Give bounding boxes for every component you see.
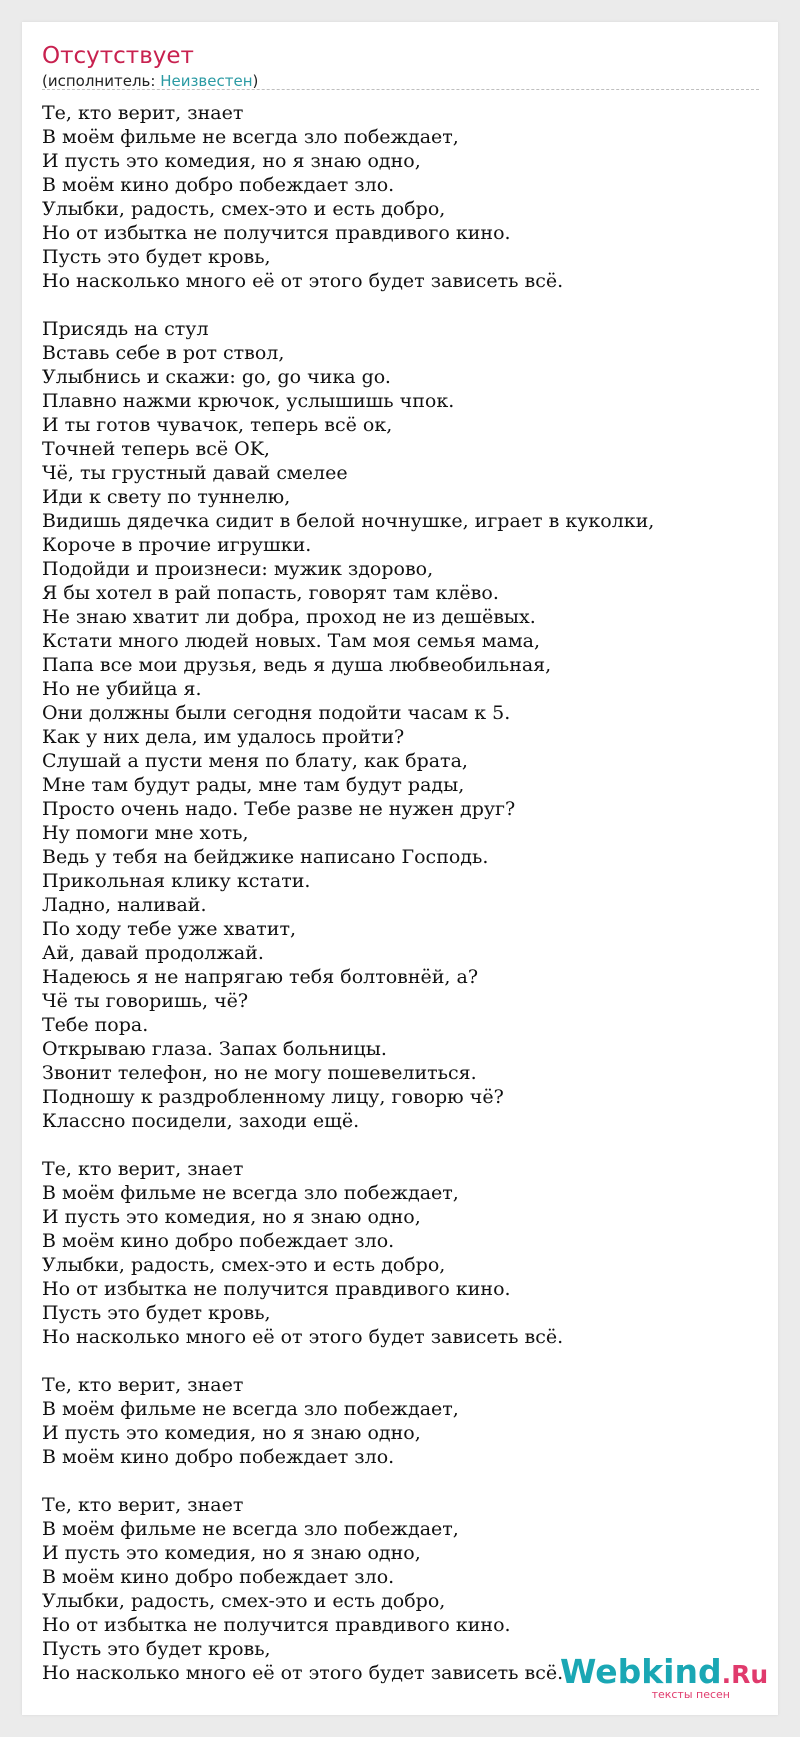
lyrics-line: Те, кто верит, знает bbox=[42, 1158, 244, 1180]
lyrics-stanza bbox=[42, 1373, 762, 1469]
lyrics-line: Но от избытка не получится правдивого кино. bbox=[42, 222, 511, 244]
lyrics-line: Улыбки, радость, смех-это и есть добро, bbox=[42, 1254, 446, 1276]
lyrics-stanza bbox=[42, 1157, 762, 1349]
lyrics-line: В моём кино добро побеждает зло. bbox=[42, 174, 395, 196]
lyrics-stanza bbox=[42, 317, 762, 1133]
lyrics-line: Но насколько много её от этого будет зависеть всё. bbox=[42, 1662, 564, 1684]
lyrics-line: Папа все мои друзья, ведь я душа любвеобильная, bbox=[42, 654, 552, 676]
lyrics-line: Улыбки, радость, смех-это и есть добро, bbox=[42, 1590, 446, 1612]
lyrics-line: Пусть это будет кровь, bbox=[42, 246, 271, 268]
lyrics-line: Ведь у тебя на бейджике написано Господь. bbox=[42, 846, 489, 868]
lyrics-line: В моём кино добро побеждает зло. bbox=[42, 1566, 395, 1588]
lyrics-line: Подойди и произнеси: мужик здорово, bbox=[42, 558, 434, 580]
lyrics-line: В моём фильме не всегда зло побеждает, bbox=[42, 1398, 459, 1420]
lyrics-line: Просто очень надо. Тебе разве не нужен друг? bbox=[42, 798, 516, 820]
lyrics-line: Те, кто верит, знает bbox=[42, 1494, 244, 1516]
lyrics-line: Те, кто верит, знает bbox=[42, 1374, 244, 1396]
lyrics-line: Классно посидели, заходи ещё. bbox=[42, 1110, 360, 1132]
logo-tld: .Ru bbox=[721, 1660, 769, 1689]
lyrics-line: Прикольная клику кстати. bbox=[42, 870, 311, 892]
lyrics-line: Улыбнись и скажи: go, go чика go. bbox=[42, 366, 391, 388]
lyrics-line: Но не убийца я. bbox=[42, 678, 202, 700]
lyrics-line: Ну помоги мне хоть, bbox=[42, 822, 249, 844]
lyrics-line: Мне там будут рады, мне там будут рады, bbox=[42, 774, 465, 796]
lyrics-line: В моём фильме не всегда зло побеждает, bbox=[42, 126, 459, 148]
lyrics-line: Плавно нажми крючок, услышишь чпок. bbox=[42, 390, 455, 412]
lyrics-line: Чё, ты грустный давай смелее bbox=[42, 462, 348, 484]
lyrics-line: Я бы хотел в рай попасть, говорят там клёво. bbox=[42, 582, 499, 604]
song-title: Отсутствует bbox=[42, 43, 194, 69]
lyrics-line: Чё ты говоришь, чё? bbox=[42, 990, 249, 1012]
lyrics-line: По ходу тебе уже хватит, bbox=[42, 918, 297, 940]
lyrics-line: Пусть это будет кровь, bbox=[42, 1638, 271, 1660]
lyrics-line: Видишь дядечка сидит в белой ночнушке, играет в куколки, bbox=[42, 510, 655, 532]
performer-prefix: (исполнитель: bbox=[42, 72, 161, 90]
lyrics-line: И пусть это комедия, но я знаю одно, bbox=[42, 1542, 421, 1564]
lyrics-line: Они должны были сегодня подойти часам к 5. bbox=[42, 702, 511, 724]
performer-line bbox=[42, 71, 258, 91]
lyrics-line: Улыбки, радость, смех-это и есть добро, bbox=[42, 198, 446, 220]
performer-suffix: ) bbox=[252, 72, 259, 90]
lyrics-line: Звонит телефон, но не могу пошевелиться. bbox=[42, 1062, 477, 1084]
lyrics-line: Не знаю хватит ли добра, проход не из дешёвых. bbox=[42, 606, 536, 628]
lyrics-line: Подношу к раздробленному лицу, говорю чё? bbox=[42, 1086, 504, 1108]
lyrics-line: Присядь на стул bbox=[42, 318, 209, 340]
lyrics-line: И пусть это комедия, но я знаю одно, bbox=[42, 1206, 421, 1228]
lyrics-line: И ты готов чувачок, теперь всё ок, bbox=[42, 414, 393, 436]
lyrics-line: Кстати много людей новых. Там моя семья мама, bbox=[42, 630, 541, 652]
lyrics-card bbox=[22, 22, 778, 1715]
performer-link[interactable]: Неизвестен bbox=[160, 72, 253, 90]
lyrics-line: Надеюсь я не напрягаю тебя болтовнёй, а? bbox=[42, 966, 479, 988]
lyrics-line: Короче в прочие игрушки. bbox=[42, 534, 312, 556]
logo-tagline: тексты песен bbox=[651, 1688, 730, 1701]
lyrics-line: Но от избытка не получится правдивого кино. bbox=[42, 1278, 511, 1300]
lyrics-line: В моём кино добро побеждает зло. bbox=[42, 1446, 395, 1468]
lyrics-line: Точней теперь всё OK, bbox=[42, 438, 270, 460]
lyrics-line: Слушай а пусти меня по блату, как брата, bbox=[42, 750, 468, 772]
webkind-logo bbox=[560, 1652, 769, 1701]
logo-brand: Webkind bbox=[560, 1652, 722, 1691]
lyrics-line: И пусть это комедия, но я знаю одно, bbox=[42, 1422, 421, 1444]
lyrics-stanza bbox=[42, 101, 762, 293]
lyrics-line: Но от избытка не получится правдивого кино. bbox=[42, 1614, 511, 1636]
lyrics-text bbox=[42, 101, 762, 1685]
lyrics-line: Как у них дела, им удалось пройти? bbox=[42, 726, 405, 748]
lyrics-line: Но насколько много её от этого будет зависеть всё. bbox=[42, 1326, 564, 1348]
lyrics-line: Те, кто верит, знает bbox=[42, 102, 244, 124]
lyrics-line: Ладно, наливай. bbox=[42, 894, 207, 916]
lyrics-line: И пусть это комедия, но я знаю одно, bbox=[42, 150, 421, 172]
lyrics-line: В моём фильме не всегда зло побеждает, bbox=[42, 1518, 459, 1540]
lyrics-line: В моём кино добро побеждает зло. bbox=[42, 1230, 395, 1252]
lyrics-line: Иди к свету по туннелю, bbox=[42, 486, 291, 508]
header-divider bbox=[42, 89, 759, 90]
lyrics-line: Открываю глаза. Запах больницы. bbox=[42, 1038, 387, 1060]
lyrics-line: Вставь себе в рот ствол, bbox=[42, 342, 285, 364]
lyrics-line: В моём фильме не всегда зло побеждает, bbox=[42, 1182, 459, 1204]
lyrics-line: Пусть это будет кровь, bbox=[42, 1302, 271, 1324]
lyrics-line: Но насколько много её от этого будет зависеть всё. bbox=[42, 270, 564, 292]
lyrics-line: Ай, давай продолжай. bbox=[42, 942, 264, 964]
lyrics-line: Тебе пора. bbox=[42, 1014, 149, 1036]
